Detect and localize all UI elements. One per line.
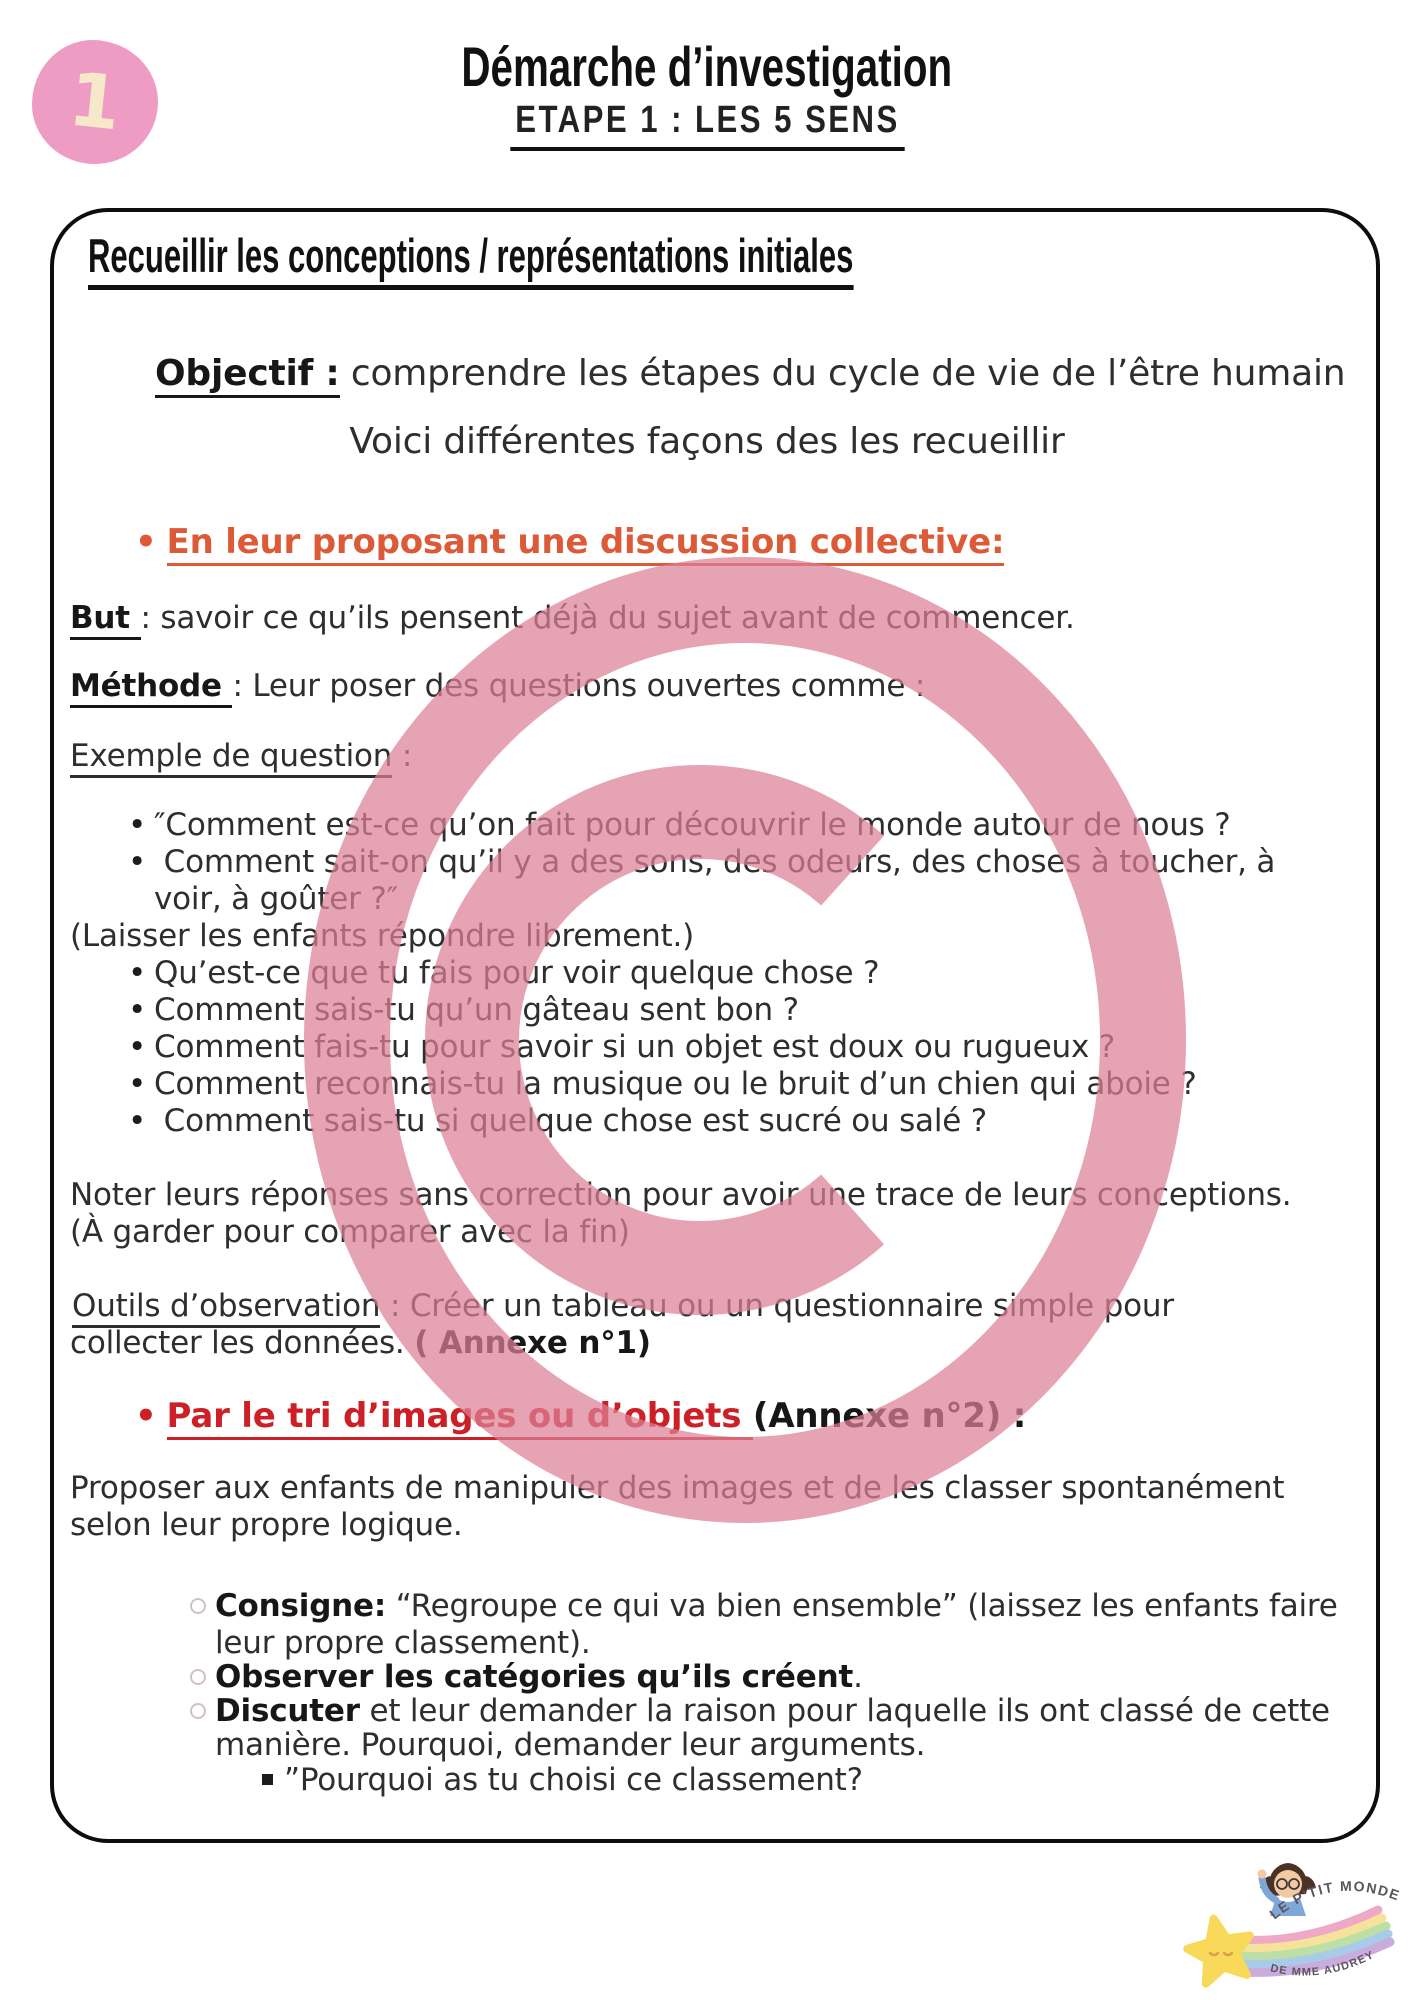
outils-label: Outils d’observation — [72, 1288, 380, 1328]
section2-heading-red: Par le tri d’images ou d’objets — [167, 1396, 753, 1440]
discuter-line2: manière. Pourquoi, demander leur arguments. — [215, 1727, 926, 1763]
consigne-label: Consigne: — [215, 1588, 387, 1624]
question-line: • Qu’est-ce que tu fais pour voir quelque chose ? — [128, 955, 880, 991]
objectif-line — [155, 353, 1346, 394]
discuter-line1: Discuter et leur demander la raison pour laquelle ils ont classé de cette — [215, 1693, 1330, 1729]
but-line: But : savoir ce qu’ils pensent déjà du sujet avant de commencer. — [70, 600, 1075, 636]
page-title: Démarche d’investigation — [461, 35, 953, 98]
bullet-icon: • — [135, 522, 157, 562]
but-label: But — [70, 600, 141, 640]
bullet-icon: • — [128, 807, 147, 843]
laisser-line: (Laisser les enfants répondre librement.) — [70, 918, 695, 954]
question-line: • Comment sais-tu qu’un gâteau sent bon ? — [128, 992, 799, 1028]
question-line: • ″Comment est-ce qu’on fait pour découvrir le monde autour de nous ? — [128, 807, 1231, 843]
exemple-label: Exemple de question — [70, 738, 392, 778]
methode-line: Méthode : Leur poser des questions ouvertes comme : — [70, 668, 925, 704]
noter-line2: (À garder pour comparer avec la fin) — [70, 1214, 630, 1250]
proposer-line1: Proposer aux enfants de manipuler des images et de les classer spontanément — [70, 1470, 1285, 1506]
objectif-text: comprendre les étapes du cycle de vie de l’être humain — [339, 353, 1346, 394]
section2-heading — [135, 1398, 1026, 1435]
methode-label: Méthode — [70, 668, 232, 708]
circle-bullet-icon — [190, 1703, 206, 1719]
annexe1-ref: ( Annexe n°1) — [414, 1325, 651, 1361]
logo-text-top: LE P'TIT MONDE — [1266, 1877, 1403, 1923]
box-title: Recueillir les conceptions / représentations initiales — [88, 228, 853, 283]
bullet-icon: • — [128, 955, 147, 991]
consigne-line1: Consigne: “Regroupe ce qui va bien ensemble” (laissez les enfants faire — [215, 1588, 1338, 1624]
outils-line1: Outils d’observation : Créer un tableau ou un questionnaire simple pour — [72, 1288, 1174, 1324]
annexe2-ref: (Annexe n°2) : — [752, 1396, 1027, 1436]
outils-line2: collecter les données. ( Annexe n°1) — [70, 1325, 651, 1361]
section1-heading-text: En leur proposant une discussion collective: — [167, 522, 1005, 566]
circle-bullet-icon — [190, 1598, 206, 1614]
sub-question-line: ”Pourquoi as tu choisi ce classement? — [284, 1762, 863, 1798]
section1-heading — [135, 524, 1004, 561]
logo-text-bottom: DE MME AUDREY — [1269, 1948, 1377, 1979]
question-line: • Comment reconnais-tu la musique ou le bruit d’un chien qui aboie ? — [128, 1066, 1197, 1102]
circle-bullet-icon — [190, 1669, 206, 1685]
question-line: • Comment sais-tu si quelque chose est sucré ou salé ? — [128, 1103, 988, 1139]
bullet-icon: • — [128, 844, 147, 880]
bullet-icon: • — [128, 992, 147, 1028]
question-line: • Comment fais-tu pour savoir si un objet est doux ou rugueux ? — [128, 1029, 1116, 1065]
bullet-icon: • — [135, 1396, 157, 1436]
objectif-label: Objectif : — [155, 353, 340, 398]
bullet-icon: • — [128, 1066, 147, 1102]
voici-line: Voici différentes façons des les recueillir — [349, 421, 1065, 462]
consigne-line2: leur propre classement). — [215, 1625, 591, 1661]
logo — [1178, 1852, 1414, 2000]
square-bullet-icon — [262, 1774, 273, 1785]
proposer-line2: selon leur propre logique. — [70, 1507, 463, 1543]
page-number: 1 — [64, 56, 126, 148]
exemple-line: Exemple de question : — [70, 738, 412, 774]
question-continuation: voir, à goûter ?″ — [154, 881, 398, 917]
bullet-icon: • — [128, 1103, 147, 1139]
question-line: • Comment sait-on qu’il y a des sons, des odeurs, des choses à toucher, à — [128, 844, 1276, 880]
observer-line: Observer les catégories qu’ils créent. — [215, 1659, 863, 1695]
noter-line1: Noter leurs réponses sans correction pour avoir une trace de leurs conceptions. — [70, 1177, 1292, 1213]
bullet-icon: • — [128, 1029, 147, 1065]
page-subtitle: ETAPE 1 : LES 5 SENS — [0, 99, 1414, 151]
